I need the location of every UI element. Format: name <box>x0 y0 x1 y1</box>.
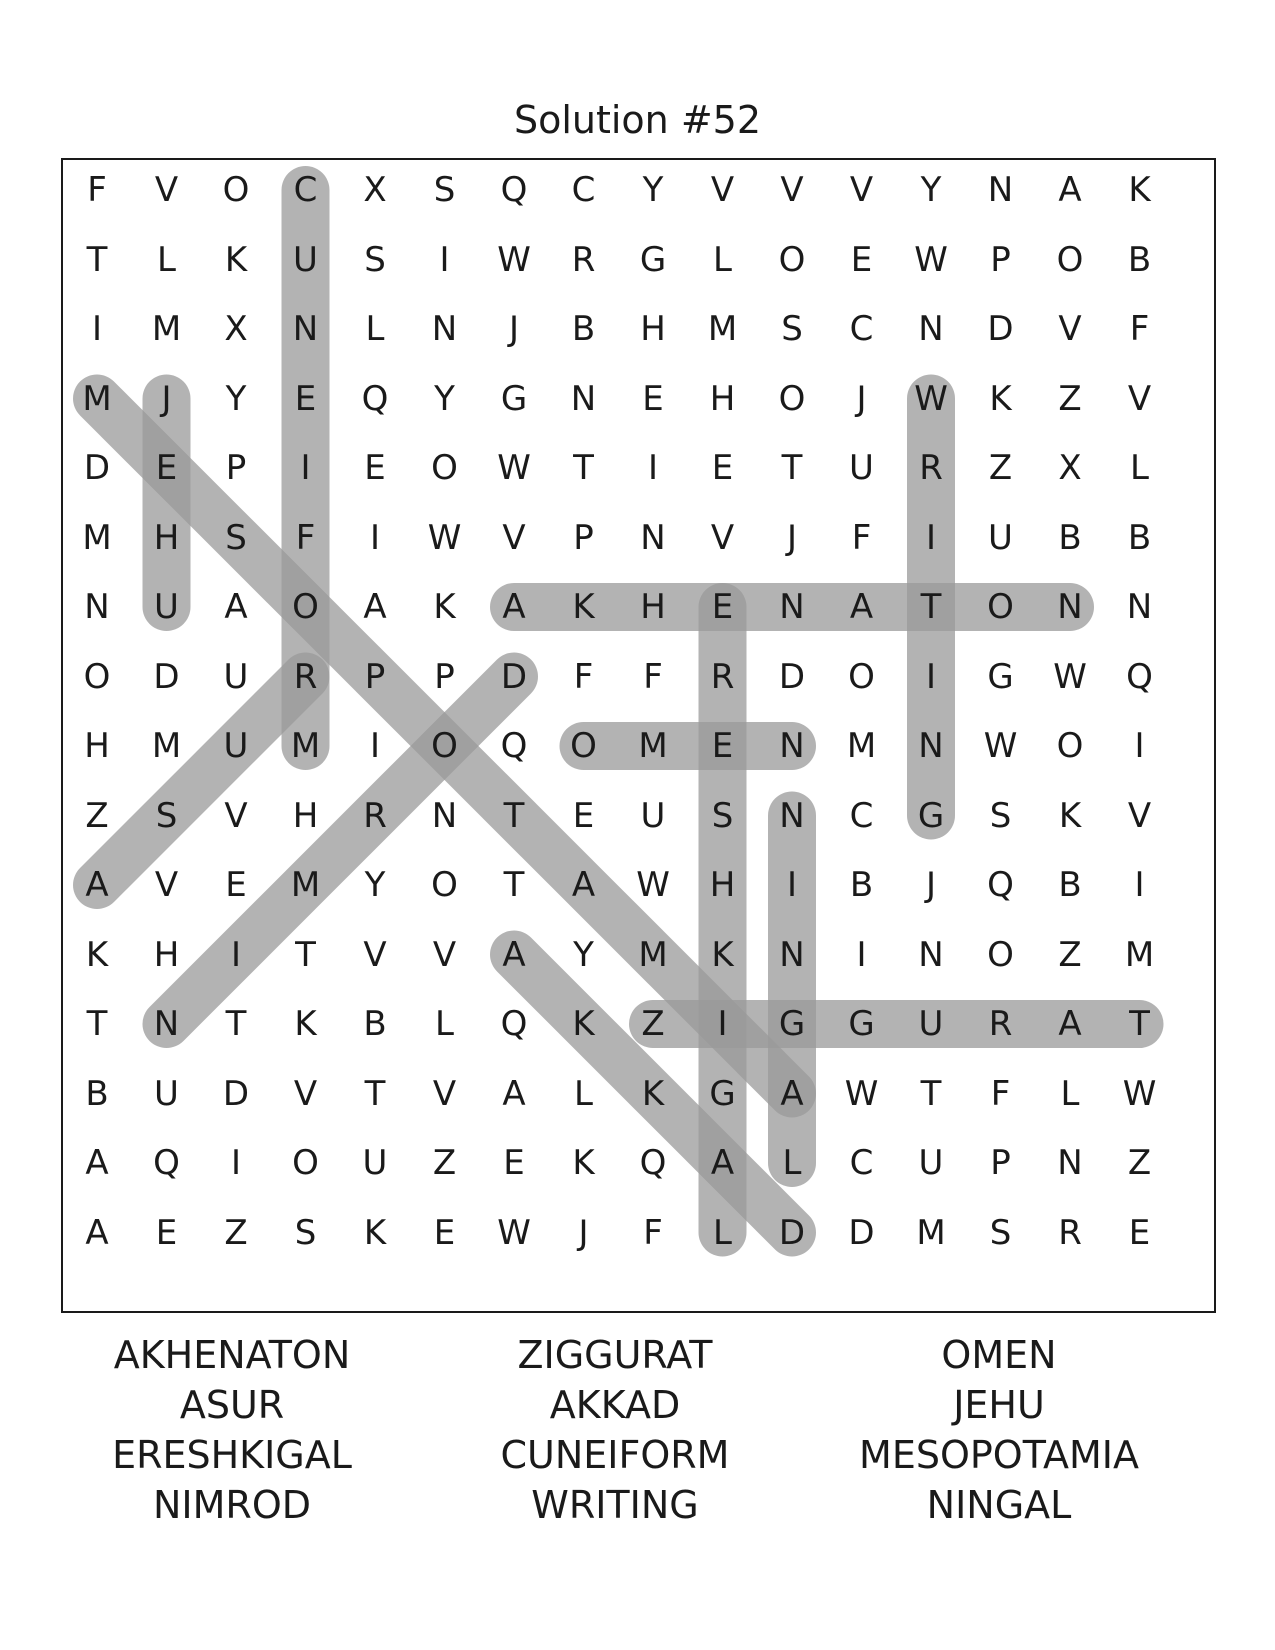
grid-letter: F <box>990 1073 1011 1114</box>
grid-letter: K <box>989 378 1012 419</box>
grid-letter: B <box>363 1004 387 1044</box>
grid-letter: A <box>224 587 248 627</box>
grid-letter: N <box>779 795 805 836</box>
grid-letter: S <box>433 170 456 210</box>
word-list-item: NINGAL <box>926 1483 1072 1527</box>
grid-letter: R <box>710 656 735 697</box>
grid-letter: W <box>497 1212 531 1253</box>
grid-letter: N <box>570 378 597 419</box>
puzzle-title: Solution #52 <box>513 98 762 142</box>
grid-letter: Z <box>432 1143 457 1183</box>
grid-letter: I <box>300 448 311 488</box>
grid-letter: D <box>500 656 528 697</box>
grid-letter: D <box>222 1073 250 1114</box>
grid-letter: T <box>920 587 942 627</box>
grid-letter: W <box>844 1073 879 1114</box>
grid-letter: G <box>639 239 667 280</box>
grid-letter: Z <box>85 795 109 836</box>
grid-letter: Z <box>1127 1143 1152 1183</box>
grid-letter: M <box>638 726 668 766</box>
grid-letter: Z <box>641 1004 665 1044</box>
grid-letter: D <box>153 656 180 697</box>
grid-letter: I <box>439 239 450 280</box>
grid-letter: K <box>363 1212 387 1253</box>
grid-letter: R <box>571 239 596 280</box>
grid-letter: C <box>849 309 874 349</box>
grid-letter: T <box>86 1004 108 1044</box>
grid-letter: H <box>709 378 736 419</box>
grid-letter: Q <box>1126 656 1153 697</box>
grid-letter: G <box>987 656 1014 697</box>
word-list-item: WRITING <box>531 1483 699 1527</box>
grid-letter: O <box>431 865 458 905</box>
grid-letter: U <box>640 795 666 836</box>
grid-letter: A <box>1058 1004 1082 1044</box>
grid-letter: U <box>223 656 249 697</box>
grid-letter: M <box>916 1212 946 1253</box>
grid-letter: Y <box>642 170 664 210</box>
grid-letter: K <box>572 587 595 627</box>
grid-letter: W <box>1053 656 1087 697</box>
grid-letter: V <box>1127 378 1152 419</box>
word-list-item: ZIGGURAT <box>517 1333 713 1377</box>
grid-letter: O <box>570 726 597 766</box>
grid-letter: E <box>294 378 317 419</box>
grid-letter: V <box>849 170 874 210</box>
grid-letter: U <box>918 1004 944 1044</box>
grid-letter: Q <box>500 726 528 766</box>
grid-letter: W <box>914 378 948 419</box>
grid-letter: D <box>778 1212 806 1253</box>
grid-letter: S <box>711 795 734 836</box>
grid-letter: I <box>91 309 103 349</box>
grid-letter: Z <box>224 1212 248 1253</box>
grid-letter: K <box>85 934 109 975</box>
grid-letter: N <box>779 726 805 766</box>
grid-letter: T <box>295 934 316 975</box>
grid-letter: G <box>917 795 945 836</box>
grid-letter: T <box>225 1004 247 1044</box>
grid-letter: E <box>155 1212 178 1253</box>
grid-letter: I <box>369 726 381 766</box>
grid-letter: R <box>293 656 318 697</box>
grid-letter: K <box>1058 795 1082 836</box>
grid-letter: I <box>647 448 659 488</box>
grid-letter: W <box>497 448 531 488</box>
grid-letter: K <box>572 1004 595 1044</box>
grid-letter: N <box>779 934 805 975</box>
grid-letter: D <box>778 656 806 697</box>
grid-letter: J <box>161 378 172 419</box>
grid-letter: A <box>849 587 874 627</box>
grid-letter: Y <box>434 378 455 419</box>
grid-letter: Q <box>639 1143 667 1183</box>
grid-letter: Y <box>364 865 386 905</box>
grid-letter: E <box>711 448 734 488</box>
grid-letter: M <box>82 378 112 419</box>
word-list-column-1 <box>32 1330 432 1530</box>
grid-letter: P <box>364 656 386 697</box>
grid-letter: L <box>713 1212 732 1253</box>
grid-letter: N <box>1057 587 1083 627</box>
grid-letter: K <box>224 239 248 280</box>
grid-letter: F <box>851 517 872 558</box>
grid-letter: A <box>85 1212 109 1253</box>
grid-letter: C <box>293 170 318 210</box>
grid-letter: H <box>153 934 180 975</box>
grid-letter: J <box>508 309 520 349</box>
grid-letter: O <box>1056 239 1084 280</box>
grid-letter: N <box>1057 1143 1083 1183</box>
grid-letter: U <box>293 239 318 280</box>
word-list-item: CUNEIFORM <box>500 1433 730 1477</box>
grid-letter: U <box>223 726 249 766</box>
grid-letter: T <box>503 795 525 836</box>
grid-letter: U <box>154 1073 179 1114</box>
grid-letter: Z <box>1058 378 1082 419</box>
grid-letter: T <box>503 865 525 905</box>
grid-letter: A <box>502 934 526 975</box>
grid-letter: E <box>642 378 664 419</box>
grid-letter: L <box>782 1143 802 1183</box>
grid-letter: U <box>918 1143 944 1183</box>
grid-letter: T <box>86 239 108 280</box>
grid-letter: K <box>1128 170 1151 210</box>
grid-letter: F <box>573 656 594 697</box>
grid-letter: W <box>497 239 531 280</box>
grid-letter: C <box>849 1143 874 1183</box>
grid-letter: Z <box>1058 934 1082 975</box>
grid-letter: A <box>502 1073 526 1114</box>
grid-letter: I <box>1134 865 1145 905</box>
grid-letter: O <box>222 170 250 210</box>
grid-letter: R <box>919 448 943 488</box>
grid-letter: M <box>151 726 182 766</box>
grid-letter: P <box>990 1143 1011 1183</box>
grid-letter: T <box>920 1073 942 1114</box>
grid-letter: B <box>1127 239 1152 280</box>
grid-letter: I <box>230 934 242 975</box>
grid-letter: A <box>502 587 526 627</box>
grid-letter: V <box>710 170 735 210</box>
word-list-item: ERESHKIGAL <box>112 1433 352 1477</box>
word-list-item: AKHENATON <box>113 1333 351 1377</box>
grid-letter: I <box>856 934 867 975</box>
grid-letter: S <box>225 517 247 558</box>
grid-letter: G <box>778 1004 806 1044</box>
grid-letter: V <box>432 1073 457 1114</box>
grid-letter: W <box>914 239 948 280</box>
grid-letter: H <box>84 726 110 766</box>
grid-letter: H <box>640 587 666 627</box>
grid-letter: E <box>503 1143 525 1183</box>
grid-letter: O <box>431 726 458 766</box>
grid-letter: J <box>856 378 867 419</box>
grid-letter: N <box>431 309 458 349</box>
grid-letter: A <box>85 865 109 905</box>
grid-letter: Q <box>500 170 528 210</box>
grid-letter: Q <box>361 378 389 419</box>
grid-letter: O <box>292 587 319 627</box>
grid-letter: M <box>151 309 182 349</box>
grid-letter: I <box>717 1004 728 1044</box>
grid-letter: T <box>1129 1004 1150 1044</box>
grid-letter: Q <box>987 865 1014 905</box>
grid-letter: S <box>989 1212 1012 1253</box>
grid-letter: N <box>779 587 805 627</box>
grid-letter: V <box>1127 795 1152 836</box>
grid-letter: V <box>780 170 804 210</box>
grid-letter: Z <box>988 448 1013 488</box>
grid-letter: N <box>1126 587 1153 627</box>
grid-letter: O <box>848 656 875 697</box>
grid-letter: E <box>711 587 734 627</box>
grid-letter: H <box>153 517 180 558</box>
grid-letter: U <box>849 448 874 488</box>
grid-letter: O <box>778 378 806 419</box>
grid-letter: N <box>153 1004 180 1044</box>
grid-letter: O <box>292 1143 319 1183</box>
grid-letter: M <box>638 934 668 975</box>
grid-letter: U <box>154 587 179 627</box>
grid-letter: M <box>707 309 738 349</box>
grid-letter: K <box>433 587 456 627</box>
grid-letter: L <box>574 1073 593 1114</box>
grid-letter: T <box>781 448 803 488</box>
grid-letter: B <box>1127 517 1152 558</box>
grid-letter: T <box>573 448 594 488</box>
grid-letter: F <box>1129 309 1150 349</box>
grid-letter: X <box>363 170 387 210</box>
grid-letter: A <box>780 1073 804 1114</box>
grid-letter: N <box>918 934 944 975</box>
grid-letter: M <box>290 726 321 766</box>
grid-letter: Y <box>920 170 942 210</box>
grid-letter: U <box>988 517 1013 558</box>
grid-letter: D <box>848 1212 875 1253</box>
word-list-item: OMEN <box>941 1333 1057 1377</box>
grid-letter: P <box>434 656 455 697</box>
grid-letter: K <box>641 1073 665 1114</box>
grid-letter: U <box>362 1143 388 1183</box>
grid-letter: V <box>1058 309 1082 349</box>
grid-letter: F <box>643 656 663 697</box>
grid-letter: W <box>636 865 670 905</box>
grid-letter: M <box>846 726 877 766</box>
grid-letter: F <box>643 1212 663 1253</box>
grid-letter: L <box>1060 1073 1080 1114</box>
word-list-column-3 <box>799 1330 1199 1530</box>
grid-letter: O <box>431 448 458 488</box>
grid-letter: D <box>987 309 1014 349</box>
grid-letter: I <box>925 656 937 697</box>
grid-letter: K <box>572 1143 595 1183</box>
grid-letter: N <box>431 795 458 836</box>
grid-letter: P <box>990 239 1011 280</box>
grid-letter: G <box>848 1004 875 1044</box>
grid-letter: O <box>1056 726 1084 766</box>
grid-letter: J <box>786 517 798 558</box>
grid-letter: C <box>849 795 874 836</box>
grid-letter: L <box>713 239 732 280</box>
grid-letter: V <box>502 517 526 558</box>
grid-letter: N <box>918 309 944 349</box>
word-list-item: AKKAD <box>549 1383 681 1427</box>
grid-letter: B <box>571 309 596 349</box>
grid-letter: A <box>710 1143 735 1183</box>
grid-letter: G <box>709 1073 736 1114</box>
grid-letter: F <box>295 517 316 558</box>
grid-letter: H <box>292 795 319 836</box>
grid-letter: E <box>155 448 178 488</box>
grid-letter: Q <box>500 1004 528 1044</box>
grid-letter: V <box>710 517 735 558</box>
grid-letter: O <box>987 587 1014 627</box>
grid-letter: H <box>709 865 736 905</box>
grid-letter: A <box>571 865 596 905</box>
grid-letter: O <box>778 239 806 280</box>
word-list <box>0 1330 1275 1550</box>
grid-letter: L <box>435 1004 454 1044</box>
grid-letter: E <box>433 1212 456 1253</box>
grid-letter: X <box>1058 448 1082 488</box>
grid-letter: C <box>571 170 596 210</box>
word-list-item: MESOPOTAMIA <box>859 1433 1139 1477</box>
grid-letter: S <box>155 795 178 836</box>
grid-letter: V <box>224 795 248 836</box>
grid-letter: X <box>224 309 248 349</box>
grid-letter: P <box>573 517 594 558</box>
grid-letter: I <box>230 1143 242 1183</box>
grid-letter: W <box>983 726 1018 766</box>
grid-letter: D <box>83 448 111 488</box>
grid-letter: N <box>918 726 944 766</box>
grid-letter: V <box>154 865 179 905</box>
grid-letter: A <box>85 1143 109 1183</box>
grid-letter: B <box>1058 517 1082 558</box>
grid-letter: E <box>850 239 873 280</box>
grid-letter: I <box>786 865 798 905</box>
grid-letter: M <box>1124 934 1155 975</box>
grid-letter: V <box>293 1073 318 1114</box>
grid-letter: W <box>1122 1073 1157 1114</box>
grid-letter: A <box>363 587 387 627</box>
grid-letter: N <box>987 170 1014 210</box>
grid-letter: N <box>292 309 319 349</box>
grid-letter: L <box>1130 448 1149 488</box>
grid-letter: I <box>925 517 937 558</box>
grid-letter: S <box>294 1212 317 1253</box>
grid-letter: E <box>711 726 734 766</box>
word-list-item: JEHU <box>953 1383 1045 1427</box>
grid-letter: E <box>572 795 595 836</box>
grid-letter: T <box>364 1073 386 1114</box>
grid-letter: S <box>989 795 1012 836</box>
grid-letter: P <box>225 448 247 488</box>
grid-letter: M <box>82 517 112 558</box>
grid-letter: E <box>1128 1212 1151 1253</box>
grid-letter: A <box>1058 170 1082 210</box>
grid-letter: O <box>987 934 1014 975</box>
grid-letter: Y <box>225 378 247 419</box>
grid-letter: B <box>85 1073 109 1114</box>
grid-letter: S <box>781 309 803 349</box>
grid-letter: J <box>925 865 937 905</box>
grid-letter: L <box>157 239 176 280</box>
grid-letter: V <box>154 170 179 210</box>
word-search-grid <box>61 158 1216 1313</box>
grid-letter: O <box>83 656 111 697</box>
grid-letter: E <box>364 448 386 488</box>
grid-letter: B <box>849 865 874 905</box>
grid-letter: I <box>1134 726 1145 766</box>
grid-letter: V <box>363 934 387 975</box>
grid-letter: I <box>369 517 381 558</box>
grid-letter: L <box>365 309 385 349</box>
grid-letter: B <box>1058 865 1082 905</box>
grid-letter: N <box>84 587 110 627</box>
word-list-item: ASUR <box>179 1383 285 1427</box>
grid-letter: E <box>225 865 247 905</box>
grid-letter: K <box>711 934 734 975</box>
grid-letter: H <box>640 309 666 349</box>
grid-letter: R <box>1058 1212 1082 1253</box>
grid-letter: Q <box>153 1143 180 1183</box>
grid-letter: N <box>640 517 666 558</box>
grid-letter: M <box>290 865 321 905</box>
word-list-column-2 <box>415 1330 815 1530</box>
grid-letter: Y <box>573 934 594 975</box>
word-list-item: NIMROD <box>153 1483 311 1527</box>
grid-letter: J <box>578 1212 589 1253</box>
grid-letter: R <box>988 1004 1013 1044</box>
grid-letter: F <box>87 170 107 210</box>
grid-letter: V <box>432 934 457 975</box>
grid-letter: R <box>363 795 387 836</box>
grid-letter: S <box>364 239 386 280</box>
letter-grid <box>63 160 1214 1311</box>
grid-letter: W <box>427 517 462 558</box>
grid-letter: K <box>294 1004 317 1044</box>
grid-letter: G <box>500 378 528 419</box>
